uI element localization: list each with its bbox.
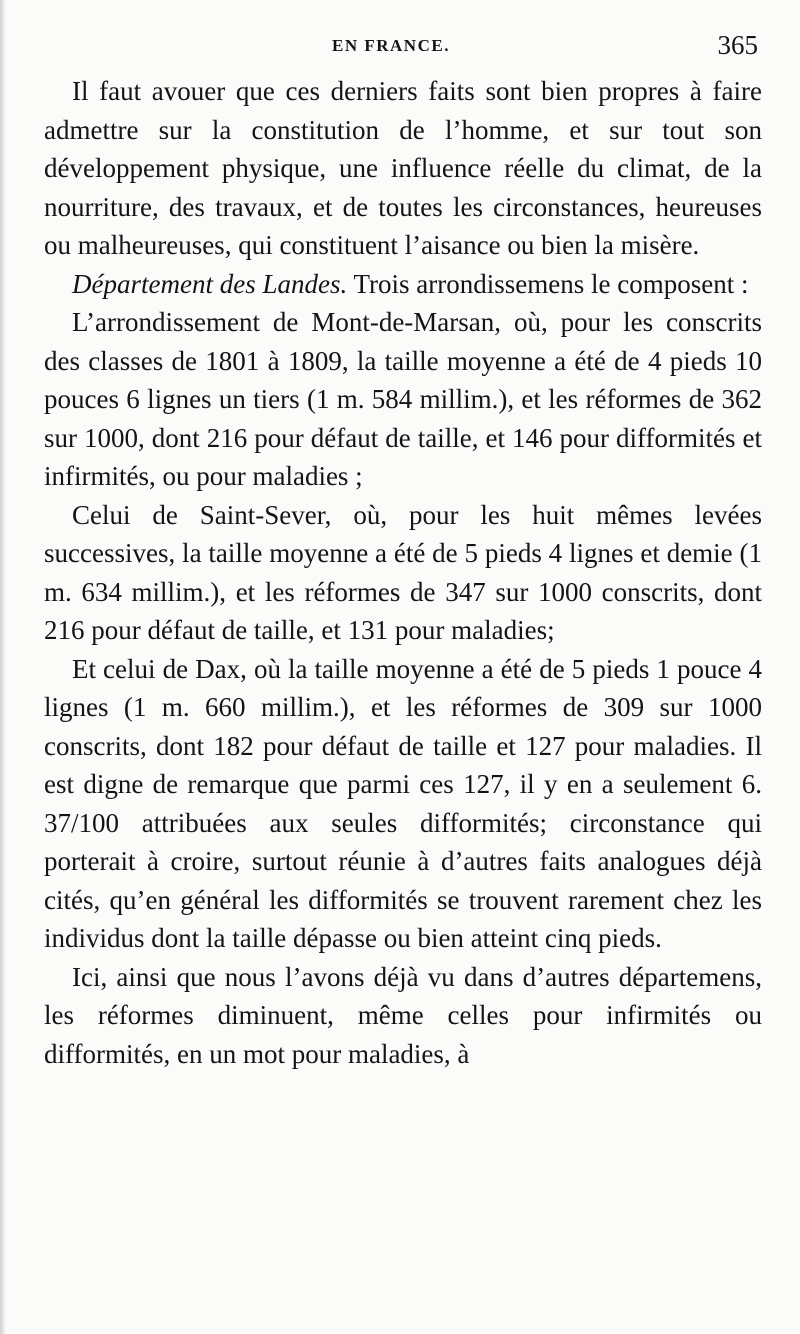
paragraph-text: Il faut avouer que ces derniers faits sont bien propres à faire admettre sur la constitution de l’homme, et sur tout son développement physique, une influence réelle du climat, de la nourriture, des travaux, et de toutes les circonstances, heureuses ou malheureuses, qui constituent l’aisance ou bien la misère. [44,76,762,260]
page-edge-shadow [0,0,6,1334]
page-header [70,30,762,70]
paragraph [44,650,762,958]
paragraph [44,265,762,304]
body-text [44,72,762,1073]
paragraph [44,72,762,265]
paragraph [44,958,762,1074]
running-head: EN FRANCE. [332,36,450,55]
paragraph-text: Trois arrondissemens le composent : [347,268,749,299]
paragraph-text: Et celui de Dax, où la taille moyenne a été de 5 pieds 1 pouce 4 lignes (1 m. 660 millim.), et les réformes de 309 sur 1000 conscrits, dont 182 pour défaut de taille et 127 pour maladies. Il est digne de remarque que parmi ces 127, il y en a seulement 6. 37/100 attribuées aux seules difformités; circonstance qui porterait à croire, surtout réunie à d’autres faits analogues déjà cités, qu’en général les difformités se trouvent rarement chez les individus dont la taille dépasse ou bien atteint cinq pieds. [44,653,762,953]
page-number: 365 [717,30,758,60]
section-heading-landes: Département des Landes. [72,268,348,299]
paragraph [44,303,762,496]
paragraph [44,496,762,650]
paragraph-text: Celui de Saint-Sever, où, pour les huit mêmes levées successives, la taille moyenne a été de 5 pieds 4 lignes et demie (1 m. 634 millim.), et les réformes de 347 sur 1000 conscrits, dont 216 pour défaut de taille, et 131 pour maladies; [44,499,762,645]
paragraph-text: Ici, ainsi que nous l’avons déjà vu dans d’autres départemens, les réformes diminuent, même celles pour infirmités ou difformités, en un mot pour maladies, à [44,961,762,1069]
paragraph-text: L’arrondissement de Mont-de-Marsan, où, pour les conscrits des classes de 1801 à 1809, la taille moyenne a été de 4 pieds 10 pouces 6 lignes un tiers (1 m. 584 millim.), et les réformes de 362 sur 1000, dont 216 pour défaut de taille, et 146 pour difformités et infirmités, ou pour maladies ; [44,307,762,491]
